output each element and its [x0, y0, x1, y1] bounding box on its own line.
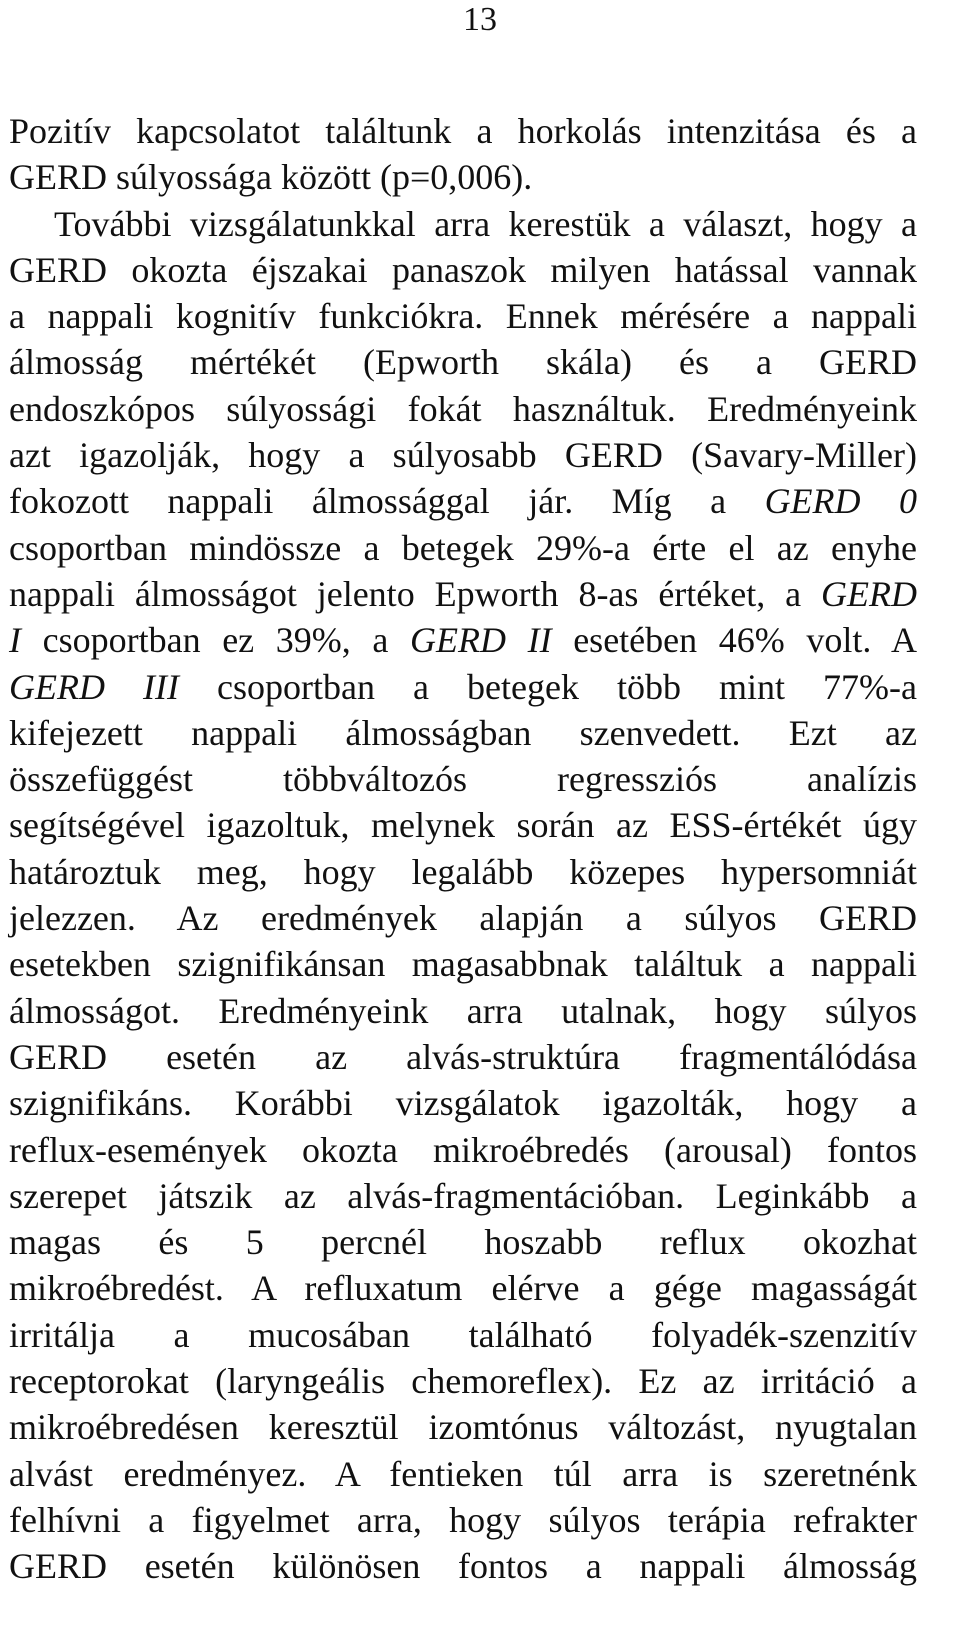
text-line: GERD esetén különösen fontos a nappali álmosság	[9, 1546, 917, 1587]
text-line: GERD okozta éjszakai panaszok milyen hatással vannak	[9, 249, 917, 290]
text-line: reflux-események okozta mikroébredés (arousal) fontos	[9, 1129, 917, 1170]
text-segment: csoportban ez 39%, a	[42, 620, 389, 661]
text-line: azt igazolják, hogy a súlyosabb GERD (Savary-Miller)	[9, 435, 917, 476]
text-line: szignifikáns. Korábbi vizsgálatok igazolták, hogy a	[9, 1083, 917, 1124]
text-line: mikroébredést. A refluxatum elérve a gége magasságát	[9, 1268, 917, 1309]
text-segment: csoportban a betegek több mint 77%-a	[217, 666, 917, 707]
text-line: alvást eredményez. A fentieken túl arra is szeretnénk	[9, 1453, 917, 1494]
italic-term: GERD III	[9, 666, 179, 707]
text-line: esetekben szignifikánsan magasabbnak találtuk a nappali	[9, 944, 917, 985]
page-number: 13	[463, 1, 497, 38]
text-segment: nappali álmosságot jelento Epworth 8-as értéket, a	[9, 573, 802, 614]
text-line	[9, 571, 917, 617]
text-line	[9, 478, 917, 524]
text-line: magas és 5 percnél hoszabb reflux okozhat	[9, 1222, 917, 1263]
text-line: jelezzen. Az eredmények alapján a súlyos GERD	[9, 898, 917, 939]
text-line: mikroébredésen keresztül izomtónus változást, nyugtalan	[9, 1407, 917, 1448]
text-line: összefüggést többváltozós regressziós analízis	[9, 759, 917, 800]
text-line: segítségével igazoltuk, melynek során az ESS-értékét úgy	[9, 805, 917, 846]
text-line	[9, 664, 917, 710]
text-segment: fokozott nappali álmossággal jár. Míg a	[9, 481, 727, 522]
text-line: a nappali kognitív funkciókra. Ennek mérésére a nappali	[9, 296, 917, 337]
italic-term: GERD	[821, 573, 917, 614]
italic-term: GERD 0	[764, 481, 917, 522]
text-line: szerepet játszik az alvás-fragmentációban. Leginkább a	[9, 1175, 917, 1216]
text-line	[9, 617, 917, 663]
text-line: receptorokat (laryngeális chemoreflex). Ez az irritáció a	[9, 1361, 917, 1402]
text-segment: esetében 46% volt. A	[573, 620, 917, 661]
text-line: álmosság mértékét (Epworth skála) és a GERD	[9, 342, 917, 383]
text-line: GERD súlyossága között (p=0,006).	[9, 157, 533, 198]
text-line: kifejezett nappali álmosságban szenvedett. Ezt az	[9, 712, 917, 753]
text-line: csoportban mindössze a betegek 29%-a érte el az enyhe	[9, 527, 917, 568]
italic-term: I	[9, 620, 21, 661]
text-line: álmosságot. Eredményeink arra utalnak, hogy súlyos	[9, 990, 917, 1031]
text-line: További vizsgálatunkkal arra kerestük a választ, hogy a	[54, 203, 917, 244]
text-line: Pozitív kapcsolatot találtunk a horkolás intenzitása és a	[9, 111, 917, 151]
text-line: irritálja a mucosában található folyadék-szenzitív	[9, 1314, 917, 1355]
body-paragraph	[9, 108, 917, 1590]
text-line: GERD esetén az alvás-struktúra fragmentálódása	[9, 1036, 917, 1077]
italic-term: GERD II	[410, 620, 552, 661]
text-line: felhívni a figyelmet arra, hogy súlyos terápia refrakter	[9, 1499, 917, 1540]
text-line: endoszkópos súlyossági fokát használtuk. Eredményeink	[9, 388, 917, 429]
text-line: határoztuk meg, hogy legalább közepes hypersomniát	[9, 851, 917, 892]
